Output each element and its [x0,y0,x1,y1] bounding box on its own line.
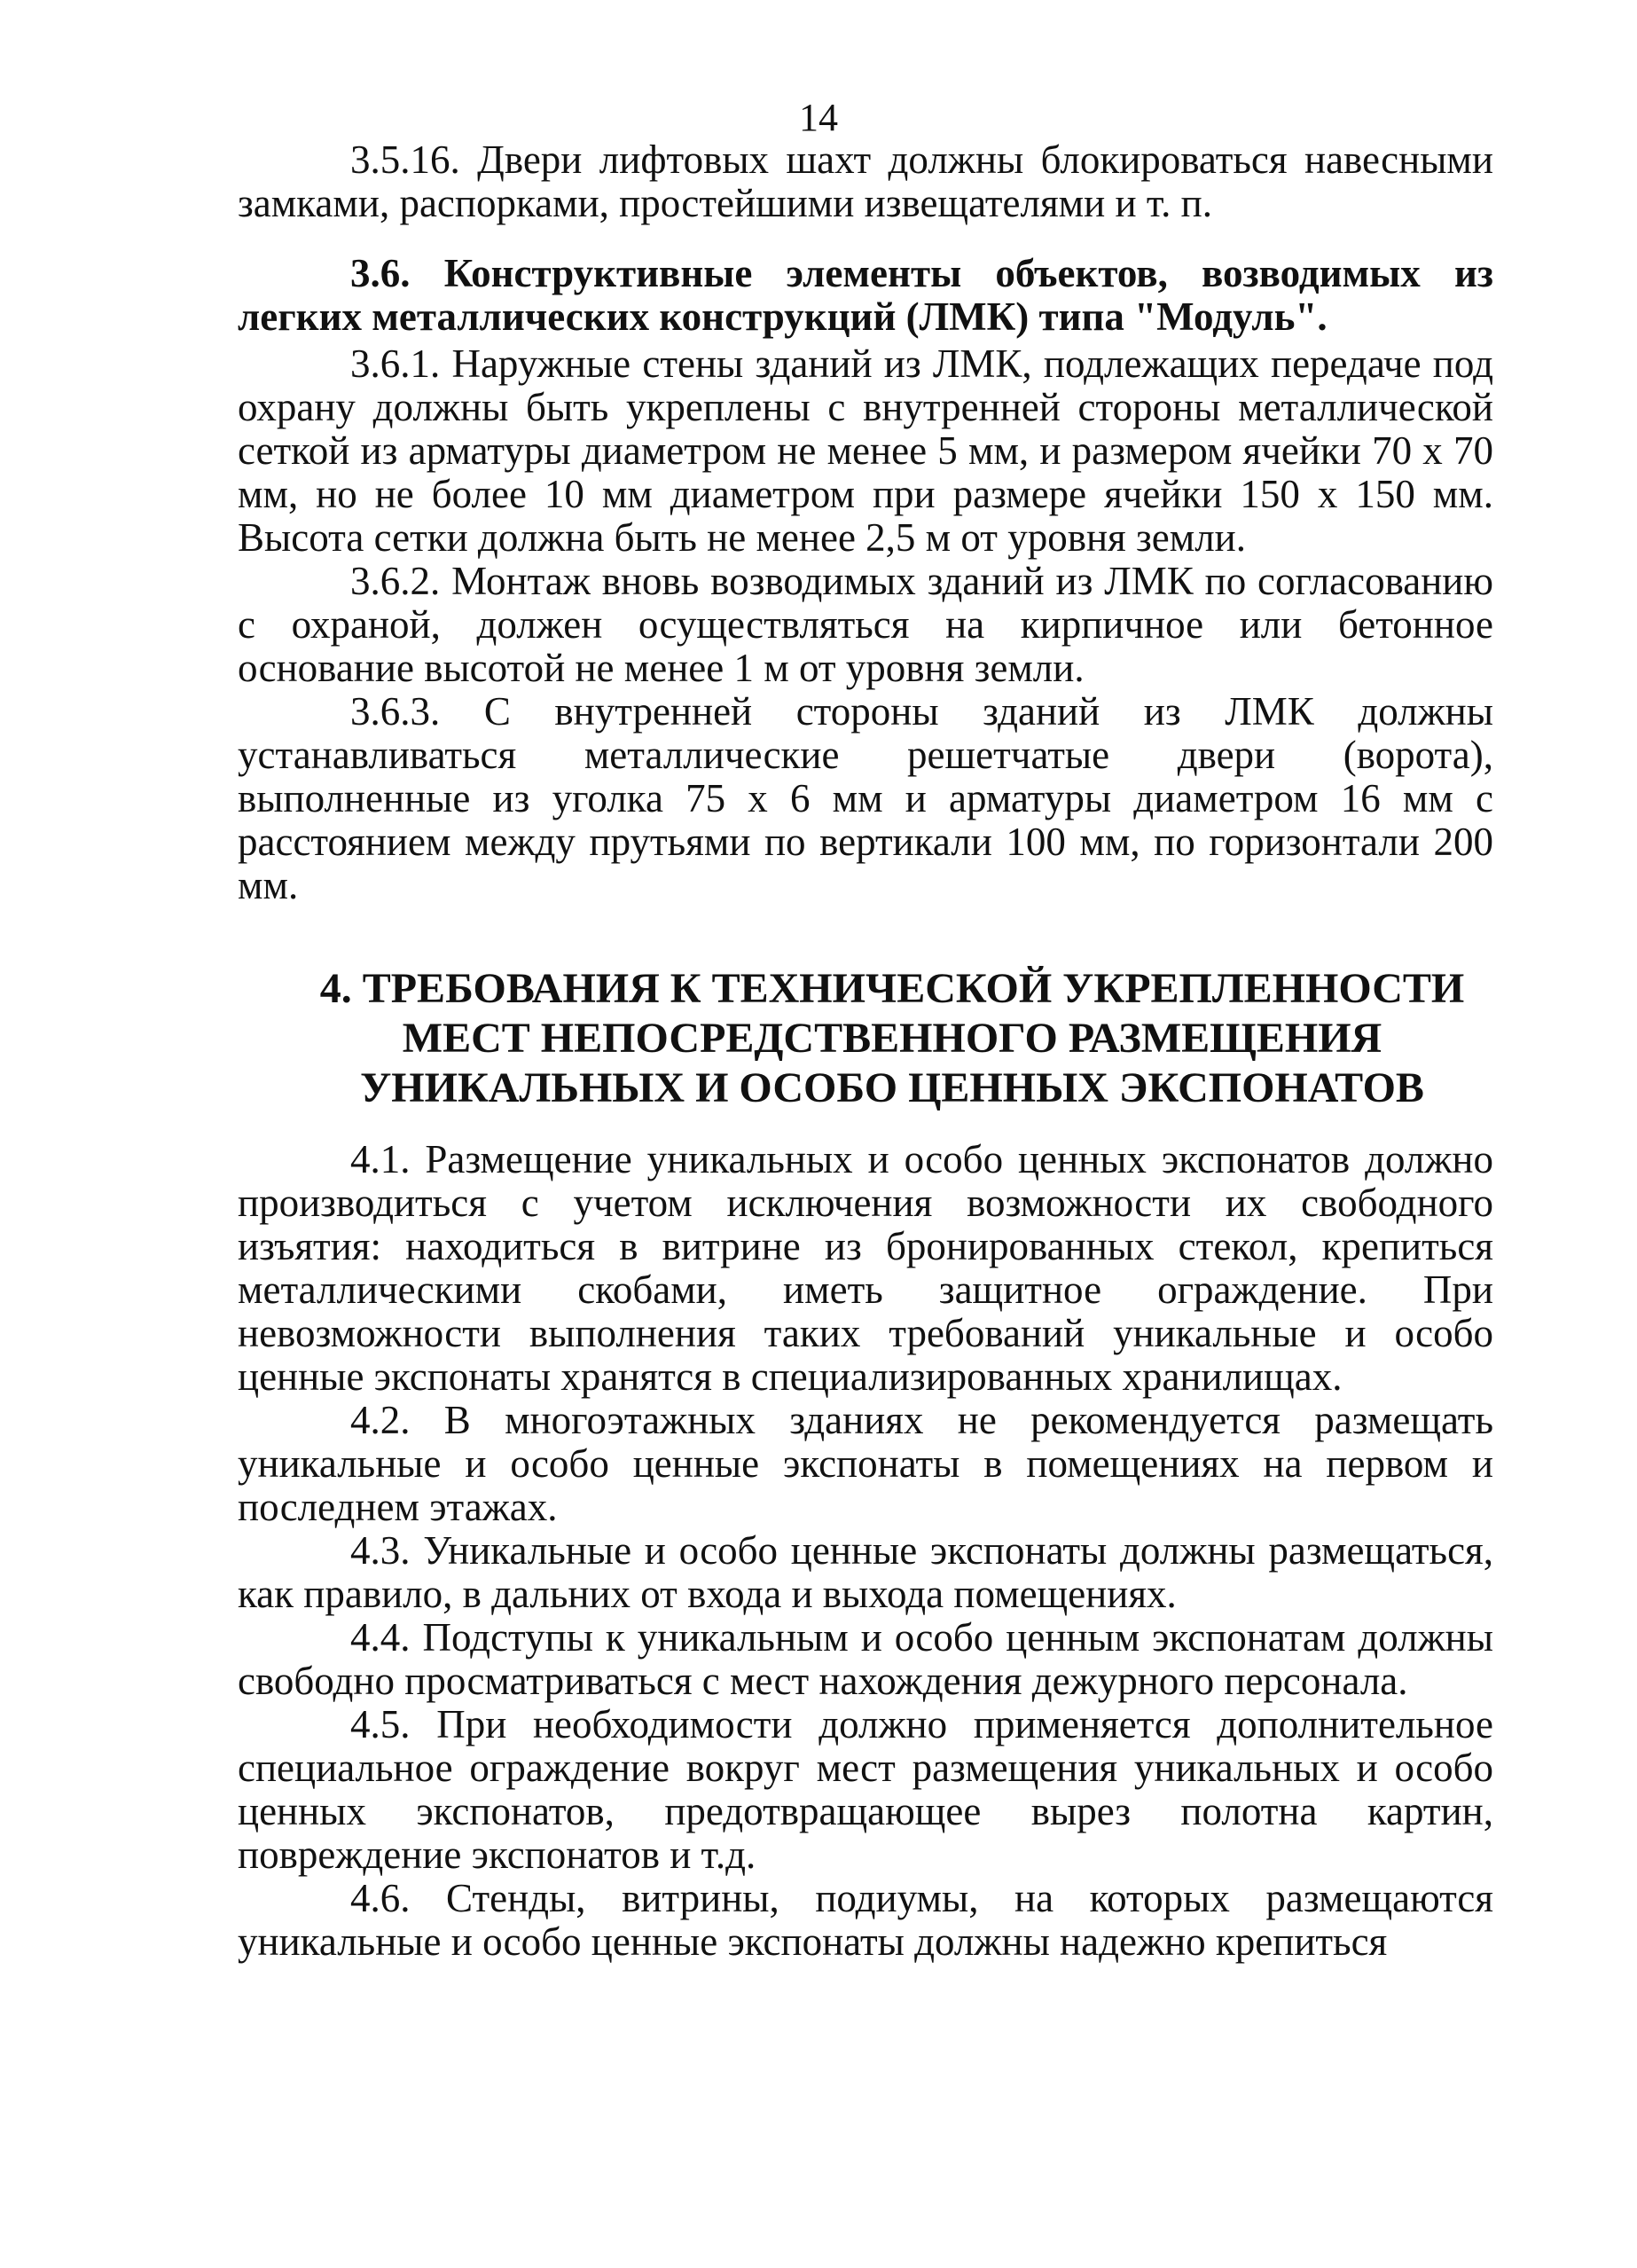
paragraph-4-4: 4.4. Подступы к уникальным и особо ценным экспонатам должны свободно просматриваться с мест нахождения дежурного персонала. [238,1615,1493,1703]
page-number: 14 [799,96,838,139]
paragraph-3-6-2: 3.6.2. Монтаж вновь возводимых зданий из ЛМК по согласованию с охраной, должен осуществляться на кирпичное или бетонное основание высотой не менее 1 м от уровня земли. [238,559,1493,690]
paragraph-4-1: 4.1. Размещение уникальных и особо ценных экспонатов должно производиться с учетом исключения возможности их свободного изъятия: находиться в витрине из бронированных стекол, крепиться металлическими скобами, иметь защитное ограждение. При невозможности выполнения таких требований уникальные и особо ценные экспонаты хранятся в специализированных хранилищах. [238,1137,1493,1399]
paragraph-3-6-1: 3.6.1. Наружные стены зданий из ЛМК, подлежащих передаче под охрану должны быть укреплены с внутренней стороны металлической сеткой из арматуры диаметром не менее 5 мм, и размером ячейки 70 х 70 мм, но не более 10 мм диаметром при размере ячейки 150 х 150 мм. Высота сетки должна быть не менее 2,5 м от уровня земли. [238,341,1493,560]
paragraph-4-5: 4.5. При необходимости должно применяется дополнительное специальное ограждение вокруг мест размещения уникальных и особо ценных экспонатов, предотвращающее вырез полотна картин, повреждение экспонатов и т.д. [238,1702,1493,1877]
section-4-heading-line2: МЕСТ НЕПОСРЕДСТВЕННОГО РАЗМЕЩЕНИЯ [402,1015,1382,1062]
paragraph-4-3: 4.3. Уникальные и особо ценные экспонаты должны размещаться, как правило, в дальних от входа и выхода помещениях. [238,1528,1493,1616]
paragraph-4-6: 4.6. Стенды, витрины, подиумы, на которых размещаются уникальные и особо ценные экспонаты должны надежно крепиться [238,1876,1493,1964]
subheading-3-6: 3.6. Конструктивные элементы объектов, возводимых из легких металлических конструкций (ЛМК) типа "Модуль". [238,251,1493,339]
section-4-heading-line1: 4. ТРЕБОВАНИЯ К ТЕХНИЧЕСКОЙ УКРЕПЛЕННОСТИ [319,965,1465,1012]
paragraph-4-2: 4.2. В многоэтажных зданиях не рекомендуется размещать уникальные и особо ценные экспонаты в помещениях на первом и последнем этажах. [238,1398,1493,1529]
section-4-heading [291,964,1493,1113]
section-4-heading-line3: УНИКАЛЬНЫХ И ОСОБО ЦЕННЫХ ЭКСПОНАТОВ [360,1064,1424,1111]
paragraph-3-5-16: 3.5.16. Двери лифтовых шахт должны блокироваться навесными замками, распорками, простейшими извещателями и т. п. [238,137,1493,225]
page-content [238,138,1493,1964]
paragraph-3-6-3: 3.6.3. С внутренней стороны зданий из ЛМК должны устанавливаться металлические решетчатые двери (ворота), выполненные из уголка 75 х 6 мм и арматуры диаметром 16 мм с расстоянием между прутьями по вертикали 100 мм, по горизонтали 200 мм. [238,689,1493,907]
